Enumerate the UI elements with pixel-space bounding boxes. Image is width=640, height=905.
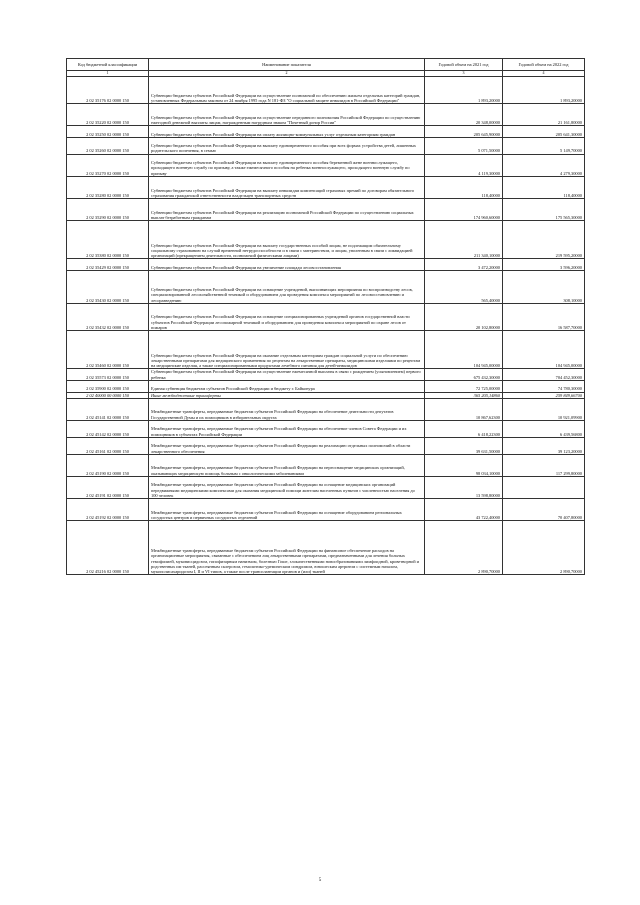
budget-table-sheet xyxy=(66,58,584,575)
table-row xyxy=(67,477,585,499)
amount-2021-cell: 72 725,00000 xyxy=(425,381,503,393)
table-row xyxy=(67,126,585,138)
indicator-name-cell: Иные межбюджетные трансферты xyxy=(149,392,425,398)
table-row xyxy=(67,271,585,304)
indicator-name-cell: Межбюджетные трансферты, передаваемые бюджетам субъектов Российской Федерации на финансовое обеспечение расходов на организационные мероприятия, связанные с обеспечением лиц лекарственными препаратами, предназначенными для лечения больных гемофилией, муковисцидозом, гипофизарным нанизмом, болезнью Гоше, злокачественными новообразованиями лимфоидной, кроветворной и родственных им тканей, рассеянным склерозом, гемолитико-уремическим синдромом, юношеским артритом с системным началом, мукополисахаридозом I, II и VI типов, а также после трансплантации органов и (или) тканей xyxy=(149,521,425,575)
budget-code-cell: 2 02 45216 02 0000 150 xyxy=(67,521,149,575)
amount-2022-cell: 259 849,66700 xyxy=(503,392,585,398)
amount-2022-cell xyxy=(503,477,585,499)
indicator-name-cell: Субвенции бюджетам субъектов Российской Федерации на увеличение площади лесовосстановления xyxy=(149,259,425,271)
table-row xyxy=(67,104,585,126)
indicator-name-cell: Субвенции бюджетам субъектов Российской Федерации на оснащение учреждений, выполняющих мероприятия по воспроизводству лесов, специализированной лесохозяйственной техникой и оборудованием для проведения комплекса мероприятий по лесовосстановлению и лесоразведению xyxy=(149,271,425,304)
budget-code-cell: 2 02 35270 02 0000 150 xyxy=(67,154,149,176)
amount-2021-cell: 675 432,30000 xyxy=(425,369,503,381)
table-row xyxy=(67,521,585,575)
amount-2022-cell: 704 452,30000 xyxy=(503,369,585,381)
amount-2022-cell: 39 123,20000 xyxy=(503,437,585,454)
table-row xyxy=(67,154,585,176)
budget-code-cell: 2 02 45192 02 0000 150 xyxy=(67,499,149,521)
amount-2022-cell: 5 149,70000 xyxy=(503,137,585,154)
indicator-name-cell: Субвенции бюджетам субъектов Российской Федерации на осуществление переданного полномочия Российской Федерации по осуществлению ежегодной денежной выплаты лицам, награжденным нагрудным знаком "Почетный донор России" xyxy=(149,104,425,126)
table-row xyxy=(67,437,585,454)
amount-2021-cell: 104 945,00000 xyxy=(425,331,503,369)
header-name: Наименование показателя xyxy=(149,59,425,71)
amount-2022-cell: 10 921,09900 xyxy=(503,398,585,420)
table-row xyxy=(67,221,585,259)
amount-2021-cell: 5 071,50000 xyxy=(425,137,503,154)
budget-code-cell: 2 02 35290 02 0000 150 xyxy=(67,199,149,221)
table-row xyxy=(67,421,585,438)
amount-2022-cell: 2 890,70000 xyxy=(503,521,585,575)
table-row xyxy=(67,499,585,521)
amount-2022-cell: 4 279,30000 xyxy=(503,154,585,176)
amount-2021-cell: 20 102,80000 xyxy=(425,303,503,331)
amount-2022-cell: 219 595,20000 xyxy=(503,221,585,259)
budget-code-cell: 2 02 35260 02 0000 150 xyxy=(67,137,149,154)
table-row xyxy=(67,176,585,198)
amount-2021-cell: 174 960,60000 xyxy=(425,199,503,221)
amount-2022-cell: 104 945,00000 xyxy=(503,331,585,369)
amount-2022-cell: 117 299,80000 xyxy=(503,454,585,476)
budget-code-cell: 2 02 35429 02 0000 150 xyxy=(67,259,149,271)
table-row xyxy=(67,259,585,271)
indicator-name-cell: Субвенции бюджетам субъектов Российской Федерации на осуществление полномочий по обеспечению жильем отдельных категорий граждан, установленных Федеральным законом от 24 ноября 1995 года N 181-ФЗ "О социальной защите инвалидов в Российской Федерации" xyxy=(149,76,425,104)
budget-code-cell: 2 02 35573 02 0000 150 xyxy=(67,369,149,381)
amount-2021-cell: 3 472,20000 xyxy=(425,259,503,271)
table-row xyxy=(67,398,585,420)
indicator-name-cell: Межбюджетные трансферты, передаваемые бюджетам субъектов Российской Федерации на обеспечение деятельности депутатов Государственной Думы и их помощников в избирательных округах xyxy=(149,398,425,420)
budget-code-cell: 2 02 35176 02 0000 150 xyxy=(67,76,149,104)
amount-2021-cell: 6 418,22300 xyxy=(425,421,503,438)
amount-2022-cell: 205 641,30000 xyxy=(503,126,585,138)
header-2022: Годовой объем на 2022 год xyxy=(503,59,585,71)
amount-2021-cell: 39 631,50000 xyxy=(425,437,503,454)
budget-code-cell: 2 02 45142 02 0000 150 xyxy=(67,421,149,438)
budget-code-cell: 2 02 35900 02 0000 150 xyxy=(67,381,149,393)
budget-code-cell: 2 02 35430 02 0000 150 xyxy=(67,271,149,304)
amount-2021-cell: 43 722,40000 xyxy=(425,499,503,521)
header-code: Код бюджетной классификации xyxy=(67,59,149,71)
amount-2021-cell: 13 598,80000 xyxy=(425,477,503,499)
budget-code-cell: 2 02 35250 02 0000 150 xyxy=(67,126,149,138)
table-row xyxy=(67,369,585,381)
amount-2021-cell: 2 890,70000 xyxy=(425,521,503,575)
indicator-name-cell: Межбюджетные трансферты, передаваемые бюджетам субъектов Российской Федерации на реализацию отдельных полномочий в области лекарственного обеспечения xyxy=(149,437,425,454)
indicator-name-cell: Субвенции бюджетам субъектов Российской Федерации на выплату государственных пособий лицам, не подлежащим обязательному социальному страхованию на случай временной нетрудоспособности и в связи с материнством, и лицам, уволенным в связи с ликвидацией организаций (прекращением деятельности, полномочий физическими лицами) xyxy=(149,221,425,259)
budget-code-cell: 2 02 45161 02 0000 150 xyxy=(67,437,149,454)
amount-2022-cell: 6 439,56800 xyxy=(503,421,585,438)
table-body xyxy=(67,76,585,575)
table-row xyxy=(67,137,585,154)
page-number: 5 xyxy=(318,878,322,883)
amount-2022-cell: 16 587,70000 xyxy=(503,303,585,331)
budget-code-cell: 2 02 35280 02 0000 150 xyxy=(67,176,149,198)
amount-2022-cell: 1 893,20000 xyxy=(503,76,585,104)
column-index: 1 xyxy=(67,71,149,77)
indicator-name-cell: Субвенции бюджетам субъектов Российской Федерации на оснащение специализированных учреждений органов государственной власти субъектов Российской Федерации лесопожарной техникой и оборудованием для проведения комплекса мероприятий по охране лесов от пожаров xyxy=(149,303,425,331)
indicator-name-cell: Субвенции бюджетам субъектов Российской Федерации на оказание отдельным категориям граждан социальной услуги по обеспечению лекарственными препаратами для медицинского применения по рецептам на лекарственные препараты, медицинскими изделиями по рецептам на медицинские изделия, а также специализированными продуктами лечебного питания для детей-инвалидов xyxy=(149,331,425,369)
indicator-name-cell: Субвенции бюджетам субъектов Российской Федерации на выплату единовременного пособия беременной жене военнослужащего, проходящего военную службу по призыву, а также ежемесячного пособия на ребенка военнослужащего, проходящего военную службу по призыву xyxy=(149,154,425,176)
amount-2021-cell: 98 034,10000 xyxy=(425,454,503,476)
header-2021: Годовой объем на 2021 год xyxy=(425,59,503,71)
indicator-name-cell: Межбюджетные трансферты, передаваемые бюджетам субъектов Российской Федерации на оснащение оборудованием региональных сосудистых центров и первичных сосудистых отделений xyxy=(149,499,425,521)
budget-code-cell: 2 02 35220 02 0000 150 xyxy=(67,104,149,126)
amount-2021-cell: 565,40000 xyxy=(425,271,503,304)
budget-code-cell: 2 02 40000 00 0000 150 xyxy=(67,392,149,398)
amount-2021-cell: 10 867,62300 xyxy=(425,398,503,420)
indicator-name-cell: Межбюджетные трансферты, передаваемые бюджетам субъектов Российской Федерации на оснащение медицинских организаций передвижными медицинскими комплексами для оказания медицинской помощи жителям населенных пунктов с численностью населения до 100 человек xyxy=(149,477,425,499)
amount-2021-cell: 205 645,90000 xyxy=(425,126,503,138)
budget-code-cell: 2 02 45191 02 0000 150 xyxy=(67,477,149,499)
indicator-name-cell: Субвенции бюджетам субъектов Российской Федерации на выплату инвалидам компенсаций страховых премий по договорам обязательного страхования гражданской ответственности владельцев транспортных средств xyxy=(149,176,425,198)
amount-2021-cell: 118,40000 xyxy=(425,176,503,198)
amount-2022-cell: 3 596,20000 xyxy=(503,259,585,271)
indicator-name-cell: Субвенции бюджетам субъектов Российской Федерации на выплату единовременного пособия при всех формах устройства детей, лишенных родительского попечения, в семью xyxy=(149,137,425,154)
budget-table xyxy=(66,58,585,575)
indicator-name-cell: Субвенции бюджетам субъектов Российской Федерации на оплату жилищно-коммунальных услуг отдельным категориям граждан xyxy=(149,126,425,138)
amount-2022-cell: 70 407,80000 xyxy=(503,499,585,521)
amount-2022-cell: 118,40000 xyxy=(503,176,585,198)
indicator-name-cell: Межбюджетные трансферты, передаваемые бюджетам субъектов Российской Федерации на обеспечение членов Совета Федерации и их помощников в субъектах Российской Федерации xyxy=(149,421,425,438)
budget-code-cell: 2 02 45141 02 0000 150 xyxy=(67,398,149,420)
table-row xyxy=(67,303,585,331)
indicator-name-cell: Субвенции бюджетам субъектов Российской Федерации на осуществление ежемесячной выплаты в связи с рождением (усыновлением) первого ребенка xyxy=(149,369,425,381)
amount-2021-cell: 4 119,30000 xyxy=(425,154,503,176)
table-row xyxy=(67,454,585,476)
table-header-row xyxy=(67,59,585,71)
amount-2022-cell: 74 780,30000 xyxy=(503,381,585,393)
amount-2022-cell: 175 565,30000 xyxy=(503,199,585,221)
budget-code-cell: 2 02 35432 02 0000 150 xyxy=(67,303,149,331)
indicator-name-cell: Субвенции бюджетам субъектов Российской Федерации на реализацию полномочий Российской Федерации по осуществлению социальных выплат безработным гражданам xyxy=(149,199,425,221)
amount-2021-cell: 20 348,00000 xyxy=(425,104,503,126)
indicator-name-cell: Межбюджетные трансферты, передаваемые бюджетам субъектов Российской Федерации на переоснащение медицинских организаций, оказывающих медицинскую помощь больным с онкологическими заболеваниями xyxy=(149,454,425,476)
budget-code-cell: 2 02 35380 02 0000 150 xyxy=(67,221,149,259)
column-index: 2 xyxy=(149,71,425,77)
table-row xyxy=(67,76,585,104)
column-index: 3 xyxy=(425,71,503,77)
column-index: 4 xyxy=(503,71,585,77)
table-row xyxy=(67,331,585,369)
budget-code-cell: 2 02 35460 02 0000 150 xyxy=(67,331,149,369)
indicator-name-cell: Единая субвенция бюджетам субъектов Российской Федерации и бюджету г. Байконура xyxy=(149,381,425,393)
amount-2021-cell: 211 340,10000 xyxy=(425,221,503,259)
table-row xyxy=(67,199,585,221)
amount-2021-cell: 1 893,20000 xyxy=(425,76,503,104)
amount-2022-cell: 21 161,80000 xyxy=(503,104,585,126)
table-row xyxy=(67,381,585,393)
budget-code-cell: 2 02 45190 02 0000 150 xyxy=(67,454,149,476)
amount-2022-cell: 308,10000 xyxy=(503,271,585,304)
amount-2021-cell: 365 205,14860 xyxy=(425,392,503,398)
